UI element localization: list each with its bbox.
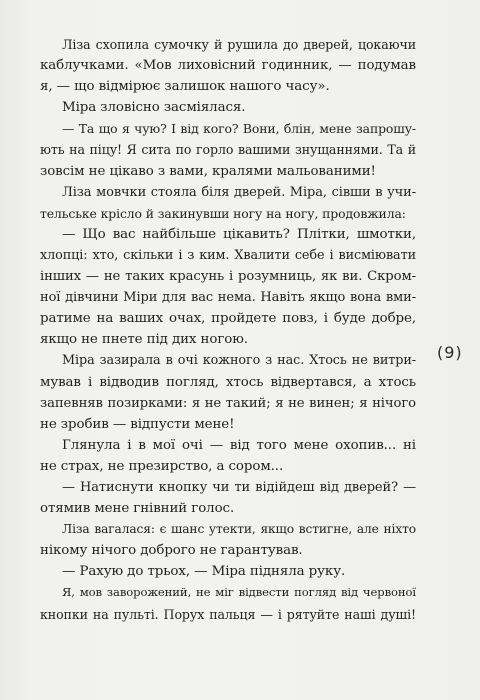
text-line: — Що вас найбільше цікавить? Плітки, шмотки, — [62, 226, 416, 242]
text-line: хлопці: хто, скільки і з ким. Хвалити себе і висміювати — [40, 247, 416, 263]
text-line: ної дівчини Міри для вас нема. Навіть якщо вона вми- — [40, 290, 416, 306]
text-line: — Та що я чую? І від кого? Вони, блін, мене запрошу- — [62, 121, 416, 137]
text-line: Ліза мовчки стояла біля дверей. Міра, сівши в учи- — [62, 184, 416, 200]
text-line: Я, мов заворожений, не міг відвести погляд від червоної — [62, 585, 416, 600]
text-line: ратиме на ваших очах, пройдете повз, і буде добре, — [40, 311, 416, 327]
text-line: Міра зазирала в очі кожного з нас. Хтось не витри- — [62, 353, 416, 369]
text-line: тельське крісло й закинувши ногу на ногу, продовжила: — [40, 205, 406, 221]
text-line: Ліза вагалася: є шанс утекти, якщо встигне, але ніхто — [62, 522, 416, 537]
text-line: — Рахую до трьох, — Міра підняла руку. — [62, 564, 346, 580]
page-number: (9) — [437, 343, 463, 362]
text-line: кнопки на пульті. Порух пальця — і рятуйте наші душі! — [40, 606, 416, 622]
text-line: інших — не таких красунь і розумниць, як ви. Скром- — [40, 269, 416, 285]
text-line: зовсім не цікаво з вами, кралями мальованими! — [40, 163, 376, 179]
text-line: Глянула і в мої очі — від того мене охопив... ні — [62, 437, 416, 453]
text-line: якщо не пнете під дих ногою. — [40, 332, 248, 348]
text-line: мував і відводив погляд, хтось відвертався, а хтось — [40, 374, 416, 390]
body-text — [40, 34, 416, 625]
text-line: Міра зловісно засміялася. — [62, 100, 246, 116]
text-line: не зробив — відпусти мене! — [40, 416, 235, 432]
text-line: — Натиснути кнопку чи ти відійдеш від дверей? — — [62, 479, 416, 495]
text-line: отямив мене гнівний голос. — [40, 501, 235, 517]
text-line: запевняв позирками: я не такий; я не винен; я нічого — [40, 395, 416, 411]
text-line: Ліза схопила сумочку й рушила до дверей, цокаючи — [62, 37, 416, 52]
text-line: каблучками. «Мов лиховісний годинник, — подумав — [40, 58, 416, 74]
text-line: я, — що відмірює залишок нашого часу». — [40, 79, 330, 95]
text-line: не страх, не презирство, а сором... — [40, 458, 284, 474]
text-line: ють на піцу! Я сита по горло вашими знущаннями. Та й — [40, 142, 416, 158]
text-line: нікому нічого доброго не гарантував. — [40, 543, 303, 559]
